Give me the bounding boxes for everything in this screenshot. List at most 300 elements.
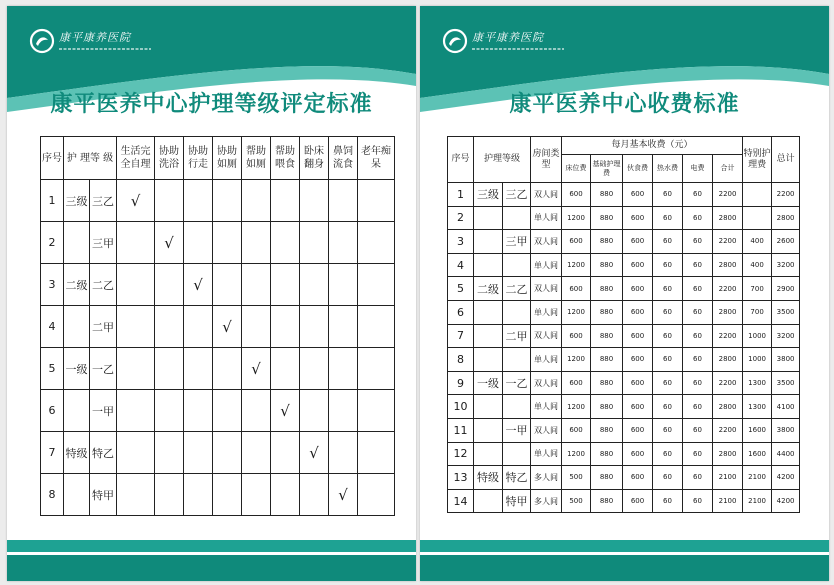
- subtotal: 2800: [713, 206, 743, 230]
- bed-fee: 1200: [562, 348, 591, 372]
- row-number: 11: [448, 418, 474, 442]
- empty-cell: [300, 474, 329, 516]
- hospital-english-name: [472, 46, 564, 52]
- electricity-fee: 60: [683, 230, 713, 254]
- empty-cell: [213, 474, 242, 516]
- care-level: 三级: [64, 180, 90, 222]
- checkmark-icon: √: [213, 306, 242, 348]
- room-type: 双人间: [531, 324, 562, 348]
- hospital-logo-icon: [29, 28, 55, 54]
- care-level: [474, 442, 503, 466]
- table-row: [41, 432, 395, 474]
- room-type: 单人间: [531, 348, 562, 372]
- total-fee: 2800: [772, 206, 800, 230]
- table-row: [41, 264, 395, 306]
- fee-table: [447, 136, 800, 513]
- hot-water-fee: 60: [653, 253, 683, 277]
- care-level: [474, 300, 503, 324]
- total-fee: 3200: [772, 253, 800, 277]
- basic-care-fee: 880: [591, 418, 623, 442]
- special-care-fee: 400: [743, 253, 772, 277]
- hot-water-fee: 60: [653, 230, 683, 254]
- empty-cell: [271, 264, 300, 306]
- table-row: [41, 348, 395, 390]
- total-fee: 3500: [772, 300, 800, 324]
- empty-cell: [184, 180, 213, 222]
- basic-care-fee: 880: [591, 230, 623, 254]
- basic-care-fee: 880: [591, 371, 623, 395]
- checkmark-icon: √: [155, 222, 184, 264]
- care-level: [64, 222, 90, 264]
- bed-fee: 500: [562, 489, 591, 513]
- empty-cell: [213, 432, 242, 474]
- bed-fee: 1200: [562, 300, 591, 324]
- care-level: [474, 418, 503, 442]
- food-fee: 600: [623, 418, 653, 442]
- empty-cell: [213, 264, 242, 306]
- checkmark-icon: √: [329, 474, 358, 516]
- care-grade: 二甲: [90, 306, 117, 348]
- empty-cell: [271, 222, 300, 264]
- special-care-fee: 1000: [743, 348, 772, 372]
- footer-stripe-light: [420, 540, 829, 552]
- basic-care-fee: 880: [591, 206, 623, 230]
- care-level: 特级: [474, 466, 503, 490]
- care-level: [474, 324, 503, 348]
- empty-cell: [271, 348, 300, 390]
- food-fee: 600: [623, 466, 653, 490]
- empty-cell: [242, 264, 271, 306]
- header-monthly-fee: 每月基本收费（元）: [562, 137, 743, 155]
- food-fee: 600: [623, 324, 653, 348]
- footer-stripe-dark: [7, 555, 416, 581]
- empty-cell: [300, 306, 329, 348]
- care-level: [474, 253, 503, 277]
- header-electricity-fee: 电费: [683, 155, 713, 183]
- hospital-english-name: [59, 46, 151, 52]
- special-care-fee: 1000: [743, 324, 772, 348]
- care-level: [474, 348, 503, 372]
- electricity-fee: 60: [683, 348, 713, 372]
- table-header-row: [448, 137, 800, 155]
- table-row: [448, 442, 800, 466]
- empty-cell: [358, 264, 395, 306]
- header-assist-toilet: 协助如厕: [213, 137, 242, 180]
- special-care-fee: 2100: [743, 466, 772, 490]
- special-care-fee: 2100: [743, 489, 772, 513]
- hospital-logo-icon: [442, 28, 468, 54]
- bed-fee: 600: [562, 324, 591, 348]
- header-level: 护 理等 级: [64, 137, 117, 180]
- care-level: 一级: [64, 348, 90, 390]
- room-type: 单人间: [531, 300, 562, 324]
- hot-water-fee: 60: [653, 206, 683, 230]
- subtotal: 2100: [713, 489, 743, 513]
- row-number: 1: [448, 183, 474, 207]
- empty-cell: [117, 306, 155, 348]
- care-level: [474, 489, 503, 513]
- basic-care-fee: 880: [591, 395, 623, 419]
- electricity-fee: 60: [683, 371, 713, 395]
- care-level: [474, 206, 503, 230]
- room-type: 单人间: [531, 442, 562, 466]
- row-number: 9: [448, 371, 474, 395]
- header-tube-feeding: 鼻饲流食: [329, 137, 358, 180]
- header-hot-water-fee: 热水费: [653, 155, 683, 183]
- empty-cell: [184, 390, 213, 432]
- empty-cell: [184, 432, 213, 474]
- header-assist-walking: 协助行走: [184, 137, 213, 180]
- basic-care-fee: 880: [591, 277, 623, 301]
- care-grade: 一乙: [90, 348, 117, 390]
- empty-cell: [329, 306, 358, 348]
- header-no: 序号: [41, 137, 64, 180]
- empty-cell: [117, 390, 155, 432]
- footer-stripe-light: [7, 540, 416, 552]
- food-fee: 600: [623, 183, 653, 207]
- table-row: [448, 253, 800, 277]
- room-type: 单人间: [531, 395, 562, 419]
- care-level: 三级: [474, 183, 503, 207]
- electricity-fee: 60: [683, 277, 713, 301]
- subtotal: 2800: [713, 442, 743, 466]
- room-type: 双人间: [531, 183, 562, 207]
- subtotal: 2800: [713, 253, 743, 277]
- bed-fee: 1200: [562, 206, 591, 230]
- table-row: [41, 390, 395, 432]
- row-number: 3: [41, 264, 64, 306]
- empty-cell: [329, 390, 358, 432]
- care-level: 二级: [474, 277, 503, 301]
- care-grade: 特乙: [90, 432, 117, 474]
- electricity-fee: 60: [683, 466, 713, 490]
- care-grade: [503, 348, 531, 372]
- total-fee: 4200: [772, 466, 800, 490]
- total-fee: 4400: [772, 442, 800, 466]
- empty-cell: [358, 474, 395, 516]
- empty-cell: [271, 432, 300, 474]
- total-fee: 3800: [772, 418, 800, 442]
- row-number: 5: [448, 277, 474, 301]
- food-fee: 600: [623, 253, 653, 277]
- hot-water-fee: 60: [653, 183, 683, 207]
- subtotal: 2200: [713, 324, 743, 348]
- empty-cell: [155, 306, 184, 348]
- empty-cell: [300, 390, 329, 432]
- empty-cell: [242, 180, 271, 222]
- empty-cell: [213, 348, 242, 390]
- basic-care-fee: 880: [591, 489, 623, 513]
- table-row: [448, 466, 800, 490]
- total-fee: 3500: [772, 371, 800, 395]
- care-grade: [503, 395, 531, 419]
- header-bed-turning: 卧床翻身: [300, 137, 329, 180]
- checkmark-icon: √: [184, 264, 213, 306]
- header-help-feeding: 帮助喂食: [271, 137, 300, 180]
- table-row: [41, 306, 395, 348]
- electricity-fee: 60: [683, 253, 713, 277]
- subtotal: 2800: [713, 395, 743, 419]
- checkmark-icon: √: [271, 390, 300, 432]
- care-grade: [503, 253, 531, 277]
- food-fee: 600: [623, 348, 653, 372]
- special-care-fee: 700: [743, 277, 772, 301]
- food-fee: 600: [623, 230, 653, 254]
- empty-cell: [117, 474, 155, 516]
- empty-cell: [358, 222, 395, 264]
- care-level: 特级: [64, 432, 90, 474]
- total-fee: 2600: [772, 230, 800, 254]
- bed-fee: 500: [562, 466, 591, 490]
- room-type: 双人间: [531, 371, 562, 395]
- care-grade: 特甲: [90, 474, 117, 516]
- special-care-fee: 400: [743, 230, 772, 254]
- footer-stripe-dark: [420, 555, 829, 581]
- empty-cell: [155, 180, 184, 222]
- electricity-fee: 60: [683, 206, 713, 230]
- special-care-fee: 700: [743, 300, 772, 324]
- room-type: 双人间: [531, 277, 562, 301]
- header-subtotal: 合计: [713, 155, 743, 183]
- empty-cell: [242, 222, 271, 264]
- food-fee: 600: [623, 489, 653, 513]
- hot-water-fee: 60: [653, 324, 683, 348]
- header-assist-bathing: 协助洗浴: [155, 137, 184, 180]
- hot-water-fee: 60: [653, 442, 683, 466]
- table-row: [41, 222, 395, 264]
- empty-cell: [329, 180, 358, 222]
- table-row: [448, 418, 800, 442]
- care-level: [64, 306, 90, 348]
- empty-cell: [213, 180, 242, 222]
- bed-fee: 1200: [562, 442, 591, 466]
- care-grade: 三甲: [90, 222, 117, 264]
- care-grade: 特甲: [503, 489, 531, 513]
- row-number: 1: [41, 180, 64, 222]
- care-level: [64, 474, 90, 516]
- basic-care-fee: 880: [591, 253, 623, 277]
- empty-cell: [329, 264, 358, 306]
- row-number: 4: [448, 253, 474, 277]
- page-title: 康平医养中心护理等级评定标准: [50, 92, 373, 117]
- empty-cell: [117, 348, 155, 390]
- room-type: 多人间: [531, 466, 562, 490]
- bed-fee: 600: [562, 183, 591, 207]
- care-level: 二级: [64, 264, 90, 306]
- care-grade: 二乙: [90, 264, 117, 306]
- empty-cell: [358, 390, 395, 432]
- hot-water-fee: 60: [653, 348, 683, 372]
- empty-cell: [300, 348, 329, 390]
- empty-cell: [213, 222, 242, 264]
- basic-care-fee: 880: [591, 183, 623, 207]
- room-type: 多人间: [531, 489, 562, 513]
- electricity-fee: 60: [683, 324, 713, 348]
- empty-cell: [271, 180, 300, 222]
- special-care-fee: 1300: [743, 395, 772, 419]
- bed-fee: 600: [562, 230, 591, 254]
- basic-care-fee: 880: [591, 466, 623, 490]
- total-fee: 3200: [772, 324, 800, 348]
- empty-cell: [155, 390, 184, 432]
- electricity-fee: 60: [683, 395, 713, 419]
- empty-cell: [184, 222, 213, 264]
- total-fee: 4200: [772, 489, 800, 513]
- table-row: [448, 324, 800, 348]
- empty-cell: [300, 180, 329, 222]
- empty-cell: [358, 432, 395, 474]
- hot-water-fee: 60: [653, 395, 683, 419]
- care-grade: 三甲: [503, 230, 531, 254]
- care-grade: 二乙: [503, 277, 531, 301]
- table-row: [448, 230, 800, 254]
- row-number: 8: [448, 348, 474, 372]
- page-title: 康平医养中心收费标准: [509, 92, 740, 117]
- checkmark-icon: √: [300, 432, 329, 474]
- food-fee: 600: [623, 206, 653, 230]
- care-grade: 特乙: [503, 466, 531, 490]
- row-number: 13: [448, 466, 474, 490]
- header-bed-fee: 床位费: [562, 155, 591, 183]
- table-row: [448, 348, 800, 372]
- hot-water-fee: 60: [653, 300, 683, 324]
- empty-cell: [242, 306, 271, 348]
- special-care-fee: 1600: [743, 442, 772, 466]
- food-fee: 600: [623, 371, 653, 395]
- empty-cell: [329, 432, 358, 474]
- row-number: 6: [448, 300, 474, 324]
- hot-water-fee: 60: [653, 371, 683, 395]
- basic-care-fee: 880: [591, 300, 623, 324]
- table-row: [41, 180, 395, 222]
- special-care-fee: [743, 206, 772, 230]
- hospital-brand-name: 康平康养医院: [59, 31, 131, 44]
- subtotal: 2200: [713, 277, 743, 301]
- special-care-fee: [743, 183, 772, 207]
- room-type: 双人间: [531, 418, 562, 442]
- hot-water-fee: 60: [653, 277, 683, 301]
- header-basic-care-fee: 基础护理费: [591, 155, 623, 183]
- row-number: 12: [448, 442, 474, 466]
- hot-water-fee: 60: [653, 489, 683, 513]
- care-grade: 一甲: [503, 418, 531, 442]
- subtotal: 2200: [713, 183, 743, 207]
- row-number: 4: [41, 306, 64, 348]
- food-fee: 600: [623, 277, 653, 301]
- care-grade: [503, 206, 531, 230]
- care-grade: 一甲: [90, 390, 117, 432]
- row-number: 3: [448, 230, 474, 254]
- bed-fee: 600: [562, 371, 591, 395]
- basic-care-fee: 880: [591, 348, 623, 372]
- row-number: 6: [41, 390, 64, 432]
- bed-fee: 1200: [562, 395, 591, 419]
- empty-cell: [271, 306, 300, 348]
- empty-cell: [117, 432, 155, 474]
- food-fee: 600: [623, 442, 653, 466]
- subtotal: 2800: [713, 300, 743, 324]
- care-grade: 三乙: [90, 180, 117, 222]
- empty-cell: [184, 348, 213, 390]
- care-grade: [503, 442, 531, 466]
- hot-water-fee: 60: [653, 418, 683, 442]
- hot-water-fee: 60: [653, 466, 683, 490]
- header-special-care: 特别护理费: [743, 137, 772, 183]
- table-row: [41, 474, 395, 516]
- room-type: 单人间: [531, 206, 562, 230]
- total-fee: 4100: [772, 395, 800, 419]
- empty-cell: [242, 390, 271, 432]
- row-number: 2: [41, 222, 64, 264]
- row-number: 10: [448, 395, 474, 419]
- empty-cell: [184, 306, 213, 348]
- header-self-care: 生活完全自理: [117, 137, 155, 180]
- table-row: [448, 395, 800, 419]
- empty-cell: [155, 432, 184, 474]
- care-level: [64, 390, 90, 432]
- empty-cell: [358, 348, 395, 390]
- food-fee: 600: [623, 300, 653, 324]
- empty-cell: [117, 264, 155, 306]
- special-care-fee: 1300: [743, 371, 772, 395]
- table-row: [448, 300, 800, 324]
- subtotal: 2800: [713, 348, 743, 372]
- electricity-fee: 60: [683, 489, 713, 513]
- subtotal: 2200: [713, 230, 743, 254]
- care-grade: 三乙: [503, 183, 531, 207]
- table-row: [448, 489, 800, 513]
- total-fee: 3800: [772, 348, 800, 372]
- empty-cell: [329, 348, 358, 390]
- header-dementia: 老年痴呆: [358, 137, 395, 180]
- care-grade: 二甲: [503, 324, 531, 348]
- header-help-toilet: 帮助如厕: [242, 137, 271, 180]
- row-number: 7: [41, 432, 64, 474]
- basic-care-fee: 880: [591, 324, 623, 348]
- empty-cell: [271, 474, 300, 516]
- empty-cell: [155, 348, 184, 390]
- header-room-type: 房间类型: [531, 137, 562, 183]
- basic-care-fee: 880: [591, 442, 623, 466]
- empty-cell: [358, 306, 395, 348]
- care-level: 一级: [474, 371, 503, 395]
- total-fee: 2900: [772, 277, 800, 301]
- electricity-fee: 60: [683, 442, 713, 466]
- room-type: 单人间: [531, 253, 562, 277]
- electricity-fee: 60: [683, 183, 713, 207]
- bed-fee: 600: [562, 418, 591, 442]
- row-number: 5: [41, 348, 64, 390]
- header-food-fee: 伙食费: [623, 155, 653, 183]
- care-level: [474, 395, 503, 419]
- room-type: 双人间: [531, 230, 562, 254]
- row-number: 2: [448, 206, 474, 230]
- care-grade: [503, 300, 531, 324]
- hospital-brand-name: 康平康养医院: [472, 31, 544, 44]
- fee-standard-board: [420, 6, 829, 581]
- empty-cell: [300, 264, 329, 306]
- bed-fee: 600: [562, 277, 591, 301]
- electricity-fee: 60: [683, 418, 713, 442]
- subtotal: 2200: [713, 418, 743, 442]
- empty-cell: [213, 390, 242, 432]
- row-number: 14: [448, 489, 474, 513]
- table-row: [448, 183, 800, 207]
- food-fee: 600: [623, 395, 653, 419]
- table-header-row: [41, 137, 395, 180]
- subtotal: 2200: [713, 371, 743, 395]
- empty-cell: [242, 474, 271, 516]
